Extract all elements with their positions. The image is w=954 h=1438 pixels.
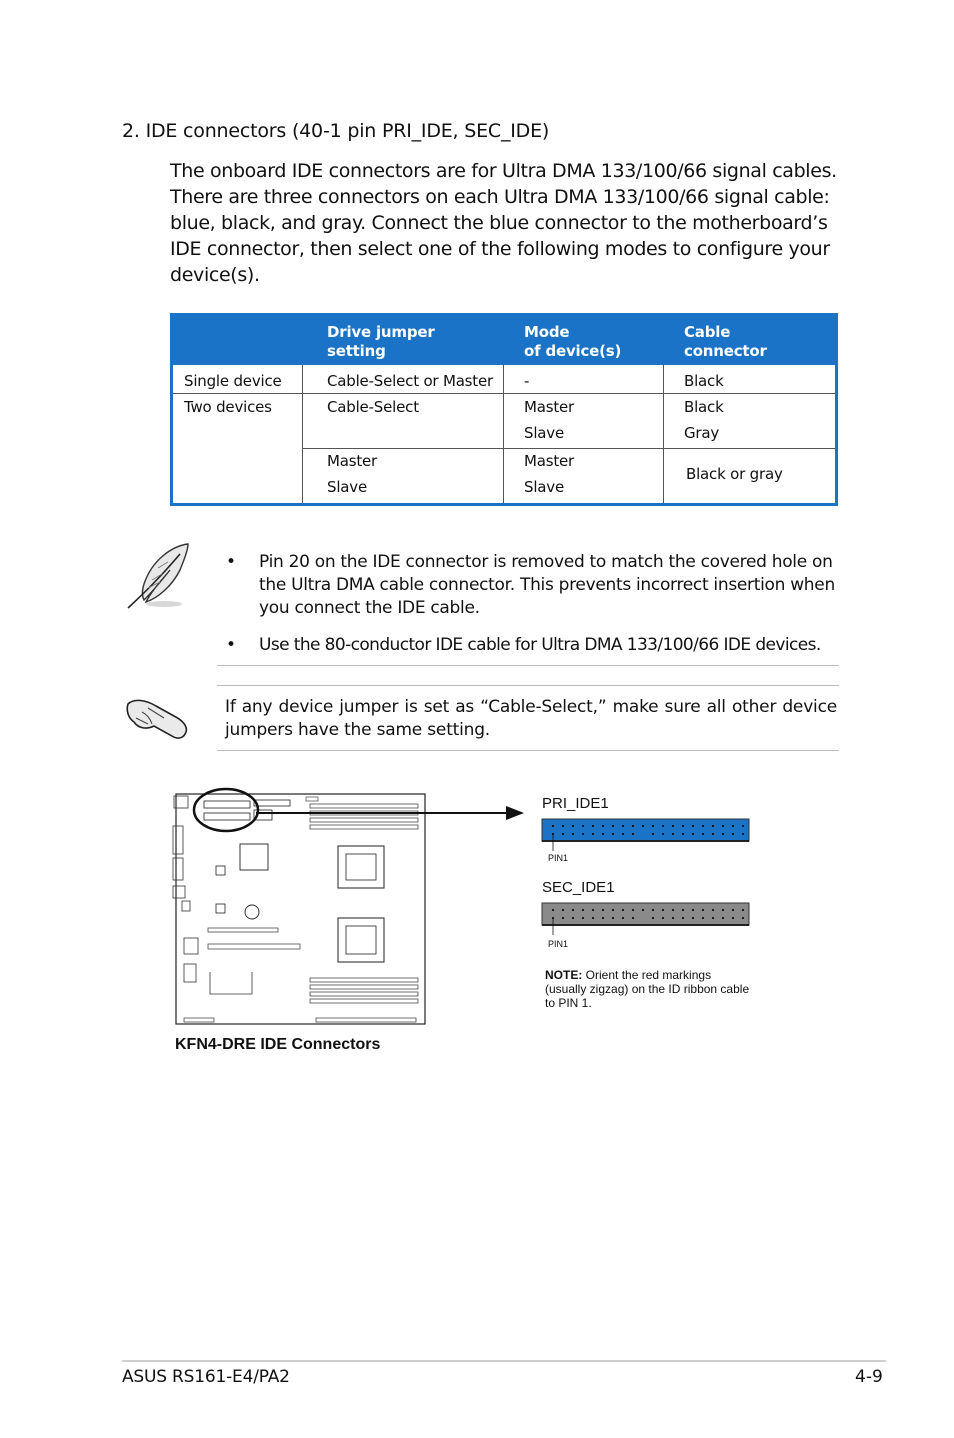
intro-paragraph <box>170 158 842 288</box>
footer-divider <box>122 1360 886 1362</box>
connector-pin <box>602 833 604 835</box>
table-header <box>173 316 835 365</box>
connector-pin <box>692 825 694 827</box>
connector-pin <box>552 833 554 835</box>
connector-pin <box>612 909 614 911</box>
header-drive-jumper <box>327 323 435 361</box>
diagram-caption: KFN4-DRE IDE Connectors <box>175 1036 381 1053</box>
connector-pin <box>632 833 634 835</box>
connector-pin <box>742 909 744 911</box>
connector-pin <box>562 833 564 835</box>
row-divider <box>173 393 835 394</box>
header-text: connector <box>684 342 767 360</box>
connector-pin <box>722 917 724 919</box>
connector-pin <box>562 825 564 827</box>
cell-two-mode-b: Slave <box>524 424 564 442</box>
connector-pin <box>632 825 634 827</box>
connector-pin <box>692 917 694 919</box>
connector-pin <box>652 833 654 835</box>
col-divider <box>503 365 504 503</box>
header-cable <box>684 323 767 361</box>
connector-pin <box>722 825 724 827</box>
connector-pin <box>612 825 614 827</box>
connector-pin <box>672 917 674 919</box>
note-bullet-1-text: Pin 20 on the IDE connector is removed to match the covered hole on the Ultra DMA cable connector. This prevents incorrect insertion when you connect the IDE cable. <box>259 552 835 618</box>
connector-pin <box>732 917 734 919</box>
connector-pin <box>602 917 604 919</box>
connector-pin <box>632 909 634 911</box>
connector-pin <box>682 825 684 827</box>
footer-product-name: ASUS RS161-E4/PA2 <box>122 1367 290 1387</box>
diagram-note <box>545 968 755 1010</box>
cell-single-label: Single device <box>184 372 282 390</box>
footer-page-number: 4-9 <box>855 1367 883 1387</box>
row-divider <box>302 448 835 449</box>
connector-pin <box>702 917 704 919</box>
connector-pin <box>572 917 574 919</box>
connector-pin <box>652 917 654 919</box>
connector-pin <box>712 825 714 827</box>
pri-ide1-label: PRI_IDE1 <box>542 795 609 812</box>
cell-ms-jumper-a: Master <box>327 452 378 470</box>
connector-pin <box>732 825 734 827</box>
connector-pin <box>592 909 594 911</box>
cell-two-mode-a: Master <box>524 398 575 416</box>
connector-pin <box>562 909 564 911</box>
connector-pin <box>602 825 604 827</box>
header-text: of device(s) <box>524 342 622 360</box>
connector-pin <box>622 825 624 827</box>
header-text: Mode <box>524 323 570 341</box>
connector-pin <box>592 917 594 919</box>
connector-pin <box>642 909 644 911</box>
sec-pin1-label: PIN1 <box>548 939 569 949</box>
connector-pin <box>582 833 584 835</box>
connector-pin <box>732 909 734 911</box>
connector-pin <box>552 909 554 911</box>
caution-text: If any device jumper is set as “Cable-Select,” make sure all other device jumpers have the same setting. <box>225 697 837 740</box>
connector-pin <box>652 909 654 911</box>
connector-pin <box>592 825 594 827</box>
connector-pin <box>622 909 624 911</box>
cell-single-jumper: Cable-Select or Master <box>327 372 493 390</box>
header-mode <box>524 323 621 361</box>
connector-pin <box>692 833 694 835</box>
connector-pin <box>552 917 554 919</box>
intro-paragraph-text: The onboard IDE connectors are for Ultra DMA 133/100/66 signal cables. There are three connectors on each Ultra DMA 133/100/66 signal cable: blue, black, and gray. Connect the blue connector to the motherboard’s IDE connector, then select one of the following modes to configure your device(s). <box>170 160 837 286</box>
connector-pin <box>632 917 634 919</box>
sec-ide1-label: SEC_IDE1 <box>542 879 615 896</box>
connector-pin <box>572 909 574 911</box>
connector-pin <box>592 833 594 835</box>
connector-pin <box>572 825 574 827</box>
connector-pin <box>682 833 684 835</box>
bullet-dot: • <box>226 635 236 655</box>
connector-pin <box>672 833 674 835</box>
pri-pin1-label: PIN1 <box>548 853 569 863</box>
connector-pin <box>712 909 714 911</box>
connector-pin <box>742 825 744 827</box>
diagram-note-bold: NOTE: <box>545 968 583 982</box>
connector-pin <box>622 833 624 835</box>
connector-pin <box>732 833 734 835</box>
connector-pin <box>722 909 724 911</box>
motherboard-diagram <box>170 786 530 1031</box>
connector-pin <box>712 833 714 835</box>
connector-pin <box>682 917 684 919</box>
cell-ms-mode-a: Master <box>524 452 575 470</box>
connector-pin <box>692 909 694 911</box>
cell-two-jumper: Cable-Select <box>327 398 419 416</box>
connector-pin <box>662 833 664 835</box>
connector-pin <box>662 825 664 827</box>
connector-pin <box>582 917 584 919</box>
connector-pin <box>582 909 584 911</box>
connector-pin <box>722 833 724 835</box>
connector-pin <box>602 909 604 911</box>
connector-pin <box>572 833 574 835</box>
connector-pin <box>612 833 614 835</box>
connector-pin <box>662 909 664 911</box>
col-divider <box>302 365 303 503</box>
cell-two-label: Two devices <box>184 398 272 416</box>
connector-pin <box>672 909 674 911</box>
pri-ide1-connector <box>540 817 752 865</box>
cell-single-mode: - <box>524 372 530 390</box>
connector-pin <box>702 909 704 911</box>
connector-pin <box>552 825 554 827</box>
connector-pin <box>612 917 614 919</box>
connector-pin <box>742 833 744 835</box>
connector-pin <box>652 825 654 827</box>
connector-pin <box>582 825 584 827</box>
sec-ide1-connector <box>540 901 752 949</box>
cell-ms-mode-b: Slave <box>524 478 564 496</box>
connector-pin <box>672 825 674 827</box>
connector-pin <box>742 917 744 919</box>
section-heading: 2. IDE connectors (40-1 pin PRI_IDE, SEC_IDE) <box>122 120 550 142</box>
caution-box <box>217 685 839 751</box>
cell-ms-cable: Black or gray <box>686 465 783 483</box>
hand-caution-icon <box>124 692 192 742</box>
connector-pin <box>562 917 564 919</box>
note-box <box>217 540 839 666</box>
note-bullet-2-text: Use the 80-conductor IDE cable for Ultra DMA 133/100/66 IDE devices. <box>259 635 821 655</box>
connector-pin <box>622 917 624 919</box>
quill-note-icon <box>122 540 194 612</box>
cell-ms-jumper-b: Slave <box>327 478 367 496</box>
cell-two-cable-b: Gray <box>684 424 720 442</box>
cell-two-cable-a: Black <box>684 398 724 416</box>
col-divider <box>663 365 664 503</box>
connector-pin <box>702 825 704 827</box>
header-text: Cable <box>684 323 731 341</box>
connector-pin <box>642 825 644 827</box>
connector-pin <box>702 833 704 835</box>
bullet-dot: • <box>226 552 236 572</box>
connector-pin <box>712 917 714 919</box>
header-text: setting <box>327 342 386 360</box>
connector-pin <box>662 917 664 919</box>
header-text: Drive jumper <box>327 323 435 341</box>
cell-single-cable: Black <box>684 372 724 390</box>
diagram-note-text: Orient the red markings (usually zigzag) on the ID ribbon cable to PIN 1. <box>545 968 750 1010</box>
ide-mode-table <box>170 313 838 506</box>
connector-pin <box>682 909 684 911</box>
